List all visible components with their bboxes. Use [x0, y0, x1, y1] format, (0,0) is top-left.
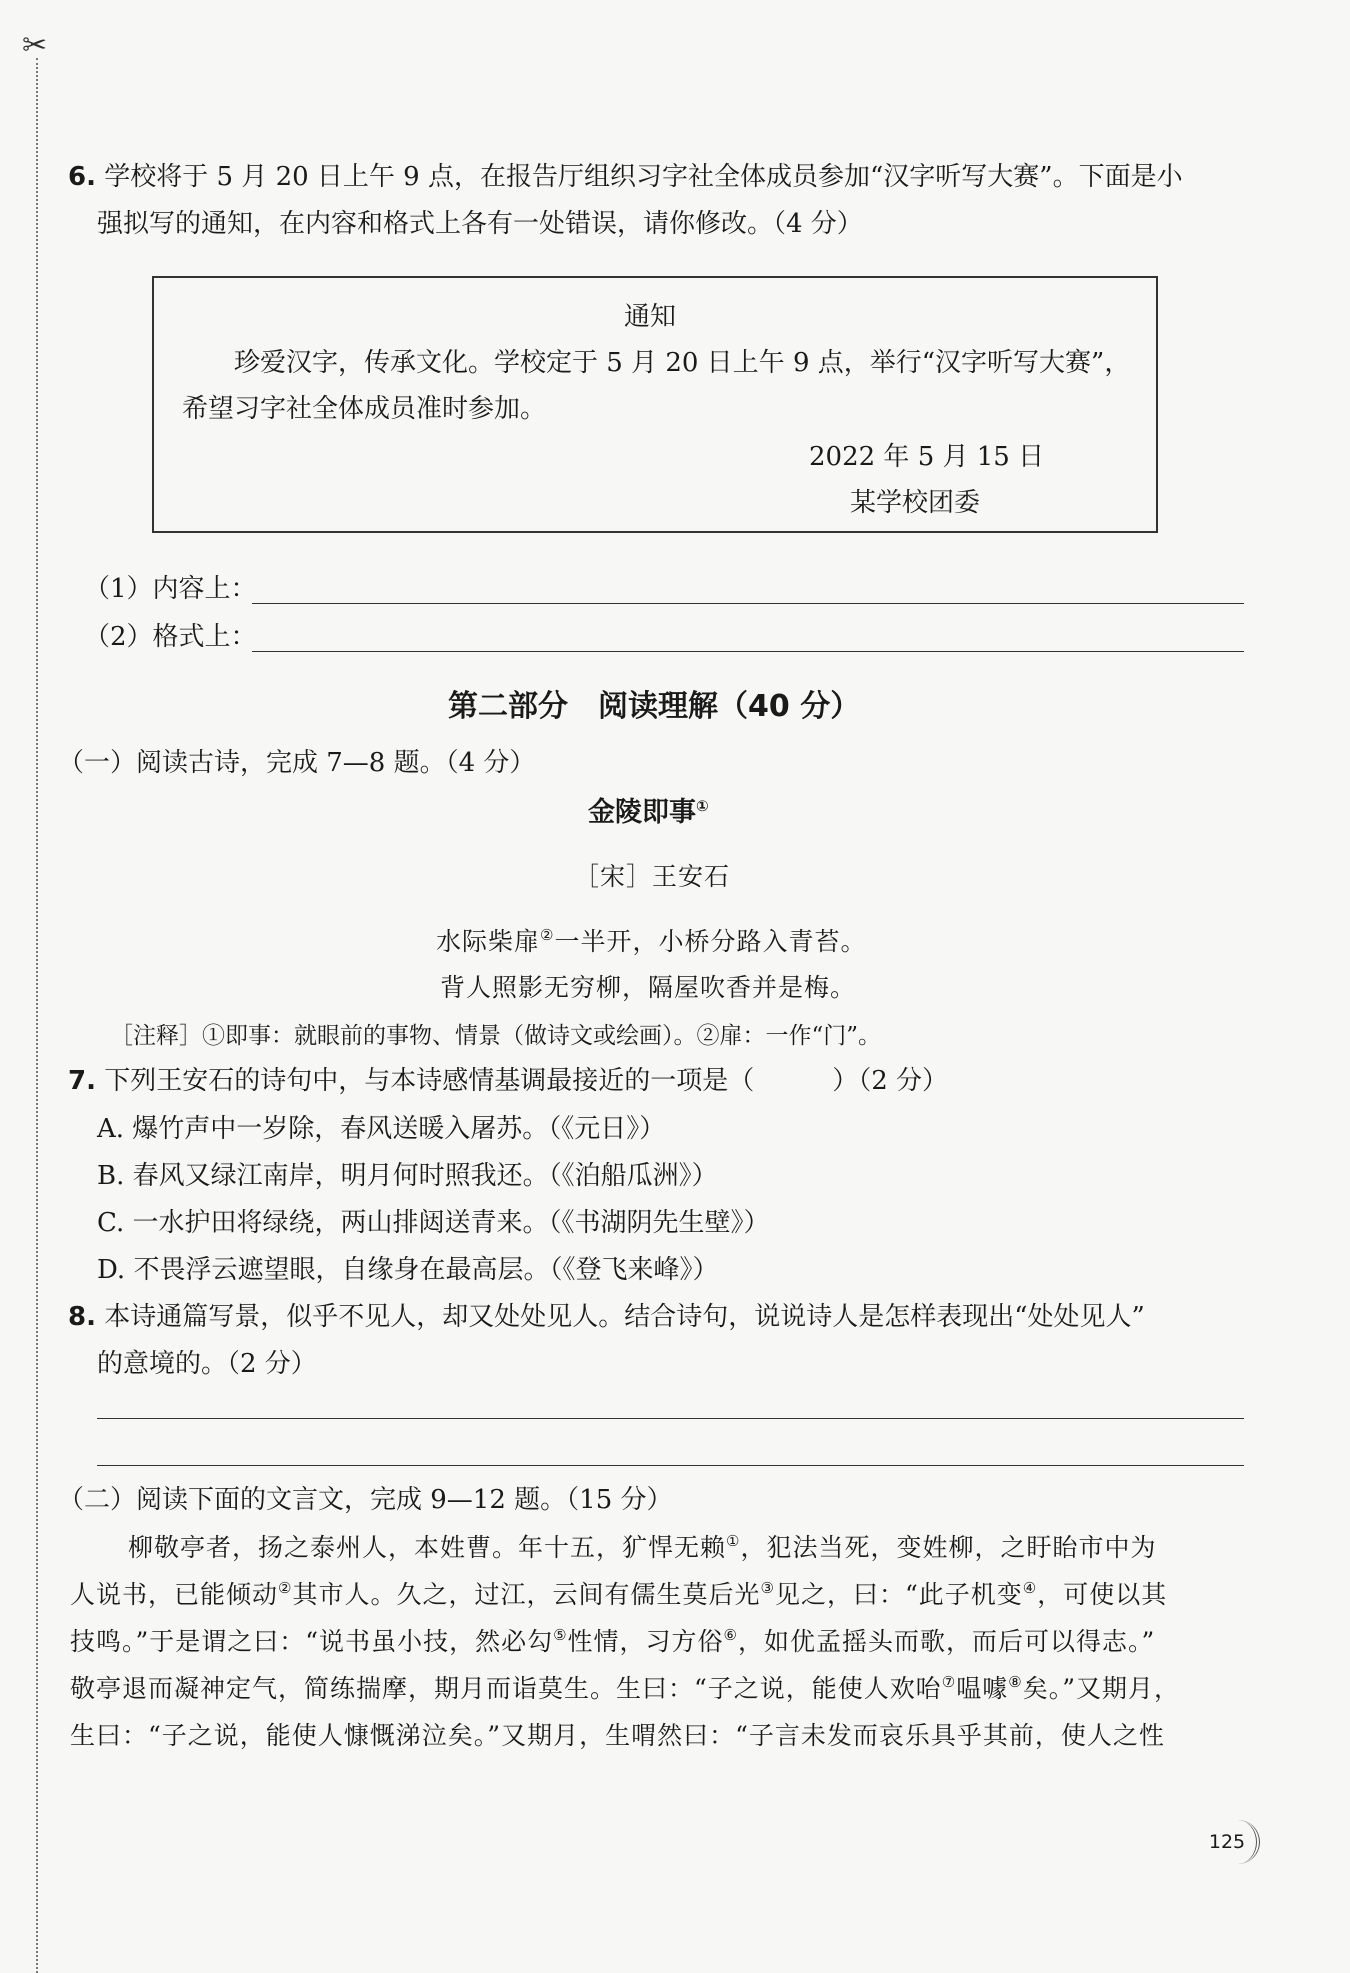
note-4: ④	[1022, 1579, 1038, 1597]
q8-line2: 的意境的。（2 分）	[97, 1349, 317, 1379]
classical-line-5: 生曰：“子之说，能使人慷慨涕泣矣。”又期月，生喟然曰：“子言未发而哀乐具乎其前，使人之性	[70, 1721, 1165, 1750]
notice-body-2: 希望习字社全体成员准时参加。	[182, 394, 547, 424]
q7-stem-text: 下列王安石的诗句中，与本诗感情基调最接近的一项是（ ）（2 分）	[104, 1066, 949, 1096]
poem-line-1-a: 水际柴扉	[436, 927, 541, 956]
q6-text: 学校将于 5 月 20 日上午 9 点，在报告厅组织习字社全体成员参加“汉字听写大赛”。下面是小	[104, 162, 1183, 192]
classical-line-3	[70, 1618, 1155, 1665]
note-3: ③	[760, 1579, 775, 1597]
classical-text: 性情，习方俗	[567, 1627, 724, 1656]
poem-line-1	[436, 918, 866, 965]
classical-text: 人说书，已能倾动	[70, 1580, 279, 1609]
q6-line2: 强拟写的通知，在内容和格式上各有一处错误，请你修改。（4 分）	[97, 209, 863, 239]
notice-box	[152, 276, 1158, 533]
section-2-heading: （二）阅读下面的文言文，完成 9—12 题。（15 分）	[58, 1485, 673, 1515]
note-2: ②	[278, 1579, 293, 1597]
q6-number: 6.	[68, 162, 96, 192]
q6-answer-label-2: （2）格式上：	[84, 622, 257, 652]
classical-text: 矣。”又期月，	[1022, 1674, 1181, 1703]
page-number: 125	[1198, 1820, 1260, 1864]
cut-line	[36, 58, 38, 1973]
note-6: ⑥	[723, 1626, 738, 1644]
note-8: ⑧	[1008, 1673, 1023, 1691]
notice-date: 2022 年 5 月 15 日	[809, 442, 1045, 472]
classical-text: 见之，曰：“此子机变	[774, 1580, 1023, 1609]
q6-answer-line-1[interactable]	[252, 603, 1244, 604]
classical-line-4	[70, 1665, 1180, 1712]
q8-text: 本诗通篇写景，似乎不见人，却又处处见人。结合诗句，说说诗人是怎样表现出“处处见人”	[104, 1302, 1145, 1332]
q7-option-c[interactable]: C. 一水护田将绿绕，两山排闼送青来。（《书湖阴先生壁》）	[97, 1208, 770, 1238]
note-1: ①	[726, 1532, 741, 1550]
q7-stem	[68, 1058, 948, 1105]
poem-title-note: ①	[696, 797, 709, 815]
q7-option-d[interactable]: D. 不畏浮云遮望眼，自缘身在最高层。（《登飞来峰》）	[97, 1255, 719, 1285]
q8-number: 8.	[68, 1302, 96, 1332]
classical-text: 其市人。久之，过江，云间有儒生莫后光	[292, 1580, 761, 1609]
classical-text: 嗢噱	[956, 1674, 1009, 1703]
classical-text: 敬亭退而凝神定气，简练揣摩，期月而诣莫生。生曰：“子之说，能使人欢咍	[70, 1674, 942, 1703]
q7-option-b[interactable]: B. 春风又绿江南岸，明月何时照我还。（《泊船瓜洲》）	[97, 1161, 718, 1191]
notice-title: 通知	[624, 302, 677, 332]
poem-notes: ［注释］①即事：就眼前的事物、情景（做诗文或绘画）。②扉：一作“门”。	[110, 1023, 882, 1049]
q8-line1	[68, 1294, 1145, 1341]
note-7: ⑦	[941, 1673, 957, 1691]
poem-title	[588, 790, 709, 836]
q6-answer-line-2[interactable]	[252, 651, 1244, 652]
classical-text: 柳敬亭者，扬之泰州人，本姓曹。年十五，犷悍无赖	[128, 1533, 727, 1562]
classical-text: ，如优孟摇头而歌，而后可以得志。”	[738, 1627, 1156, 1656]
notice-body-1: 珍爱汉字，传承文化。学校定于 5 月 20 日上午 9 点，举行“汉字听写大赛”，	[234, 348, 1131, 378]
q8-answer-line-2[interactable]	[97, 1465, 1244, 1466]
classical-line-2	[70, 1571, 1167, 1618]
classical-text: ，可使以其	[1037, 1580, 1168, 1609]
classical-line-1	[128, 1524, 1156, 1571]
poem-line-1-b: 一半开，小桥分路入青苔。	[554, 927, 867, 956]
part2-title: 第二部分 阅读理解（40 分）	[448, 689, 861, 724]
poem-line-2: 背人照影无穷柳，隔屋吹香并是梅。	[440, 973, 857, 1002]
q6-answer-label-1: （1）内容上：	[84, 574, 257, 604]
note-5: ⑤	[553, 1626, 568, 1644]
poem-author: ［宋］王安石	[574, 862, 731, 891]
classical-text: ，犯法当死，变姓柳，之盱眙市中为	[740, 1533, 1157, 1562]
q6-line1	[68, 154, 1183, 201]
q8-answer-line-1[interactable]	[97, 1418, 1244, 1419]
q7-option-a[interactable]: A. 爆竹声中一岁除，春风送暖入屠苏。（《元日》）	[97, 1114, 666, 1144]
classical-text: 技鸣。”于是谓之曰：“说书虽小技，然必勾	[70, 1627, 554, 1656]
poem-title-text: 金陵即事	[588, 797, 696, 828]
section-1-heading: （一）阅读古诗，完成 7—8 题。（4 分）	[58, 748, 536, 778]
poem-line-1-note: ②	[540, 926, 555, 944]
q7-number: 7.	[68, 1066, 96, 1096]
notice-issuer: 某学校团委	[850, 488, 981, 518]
scissors-icon: ✂	[22, 28, 48, 63]
